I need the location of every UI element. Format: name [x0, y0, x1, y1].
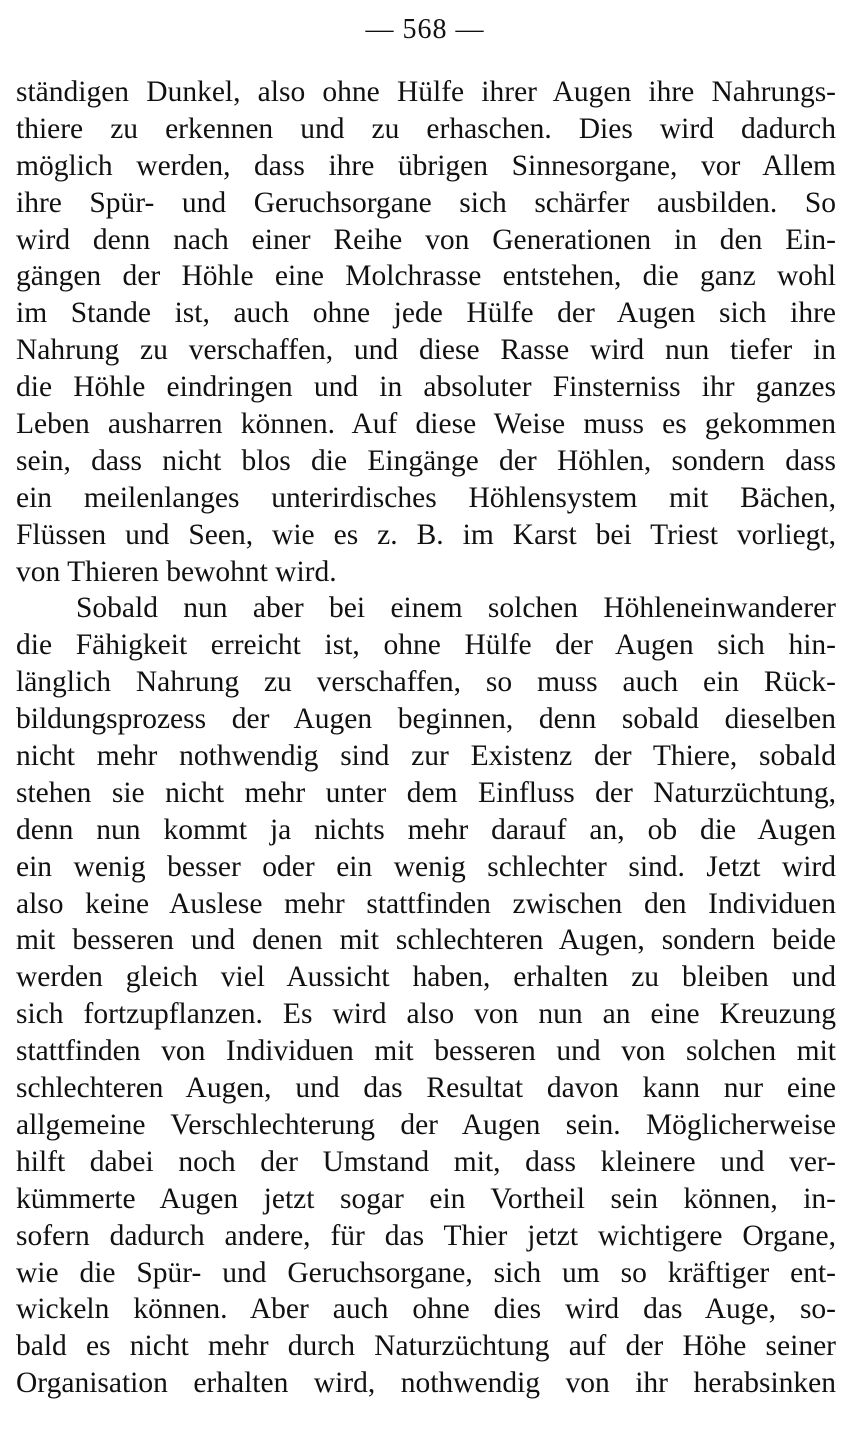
text-line: thiere zu erkennen und zu erhaschen. Dies wird dadurch	[16, 112, 836, 145]
text-line: länglich Nahrung zu verschaffen, so muss auch ein Rück-	[16, 666, 836, 699]
text-line: stehen sie nicht mehr unter dem Einfluss der Naturzüchtung,	[16, 776, 836, 809]
text-line: im Stande ist, auch ohne jede Hülfe der Augen sich ihre	[16, 297, 836, 330]
text-line: also keine Auslese mehr stattfinden zwischen den Individuen	[16, 887, 836, 920]
text-line: sein, dass nicht blos die Eingänge der Höhlen, sondern dass	[16, 444, 836, 477]
paragraph-1	[16, 74, 836, 590]
text-line: ständigen Dunkel, also ohne Hülfe ihrer Augen ihre Nahrungs-	[16, 76, 836, 108]
text-line: hilft dabei noch der Umstand mit, dass kleinere und ver-	[16, 1145, 836, 1178]
text-line: von Thieren bewohnt wird.	[16, 555, 337, 588]
text-line: wie die Spür- und Geruchsorgane, sich um so kräftiger ent-	[16, 1256, 836, 1289]
text-line: werden gleich viel Aussicht haben, erhalten zu bleiben und	[16, 961, 836, 994]
text-line: wickeln können. Aber auch ohne dies wird das Auge, so-	[16, 1293, 836, 1326]
text-line: Nahrung zu verschaffen, und diese Rasse wird nun tiefer in	[16, 334, 836, 367]
text-line: sich fortzupflanzen. Es wird also von nun an eine Kreuzung	[16, 998, 836, 1031]
text-line: bildungsprozess der Augen beginnen, denn sobald dieselben	[16, 703, 836, 736]
text-line: sofern dadurch andere, für das Thier jetzt wichtigere Organe,	[16, 1219, 836, 1252]
text-line: die Fähigkeit erreicht ist, ohne Hülfe der Augen sich hin-	[16, 629, 836, 662]
page-body	[16, 74, 836, 1402]
text-line: schlechteren Augen, und das Resultat davon kann nur eine	[16, 1072, 836, 1105]
text-line: nicht mehr nothwendig sind zur Existenz der Thiere, sobald	[16, 740, 836, 773]
text-line: Flüssen und Seen, wie es z. B. im Karst bei Triest vorliegt,	[16, 518, 836, 551]
text-line: möglich werden, dass ihre übrigen Sinnesorgane, vor Allem	[16, 149, 836, 182]
text-line: Organisation erhalten wird, nothwendig von ihr herabsinken	[16, 1367, 836, 1400]
text-line: ihre Spür- und Geruchsorgane sich schärfer ausbilden. So	[16, 186, 836, 219]
text-line: bald es nicht mehr durch Naturzüchtung auf der Höhe seiner	[16, 1330, 836, 1363]
text-line: Sobald nun aber bei einem solchen Höhleneinwanderer	[76, 592, 836, 625]
text-line: Leben ausharren können. Auf diese Weise muss es gekommen	[16, 408, 836, 441]
text-line: wird denn nach einer Reihe von Generationen in den Ein-	[16, 223, 836, 256]
paragraph-2	[16, 590, 836, 1402]
text-line: gängen der Höhle eine Molchrasse entstehen, die ganz wohl	[16, 260, 836, 293]
text-line: ein meilenlanges unterirdisches Höhlensystem mit Bächen,	[16, 481, 836, 514]
text-line: ein wenig besser oder ein wenig schlechter sind. Jetzt wird	[16, 850, 836, 883]
page-number: — 568 —	[365, 14, 485, 45]
text-line: kümmerte Augen jetzt sogar ein Vortheil sein können, in-	[16, 1182, 836, 1215]
text-line: allgemeine Verschlechterung der Augen sein. Möglicherweise	[16, 1108, 836, 1141]
text-line: denn nun kommt ja nichts mehr darauf an, ob die Augen	[16, 813, 836, 846]
text-line: mit besseren und denen mit schlechteren Augen, sondern beide	[16, 924, 836, 957]
text-line: die Höhle eindringen und in absoluter Finsterniss ihr ganzes	[16, 371, 836, 404]
text-line: stattfinden von Individuen mit besseren und von solchen mit	[16, 1035, 836, 1068]
